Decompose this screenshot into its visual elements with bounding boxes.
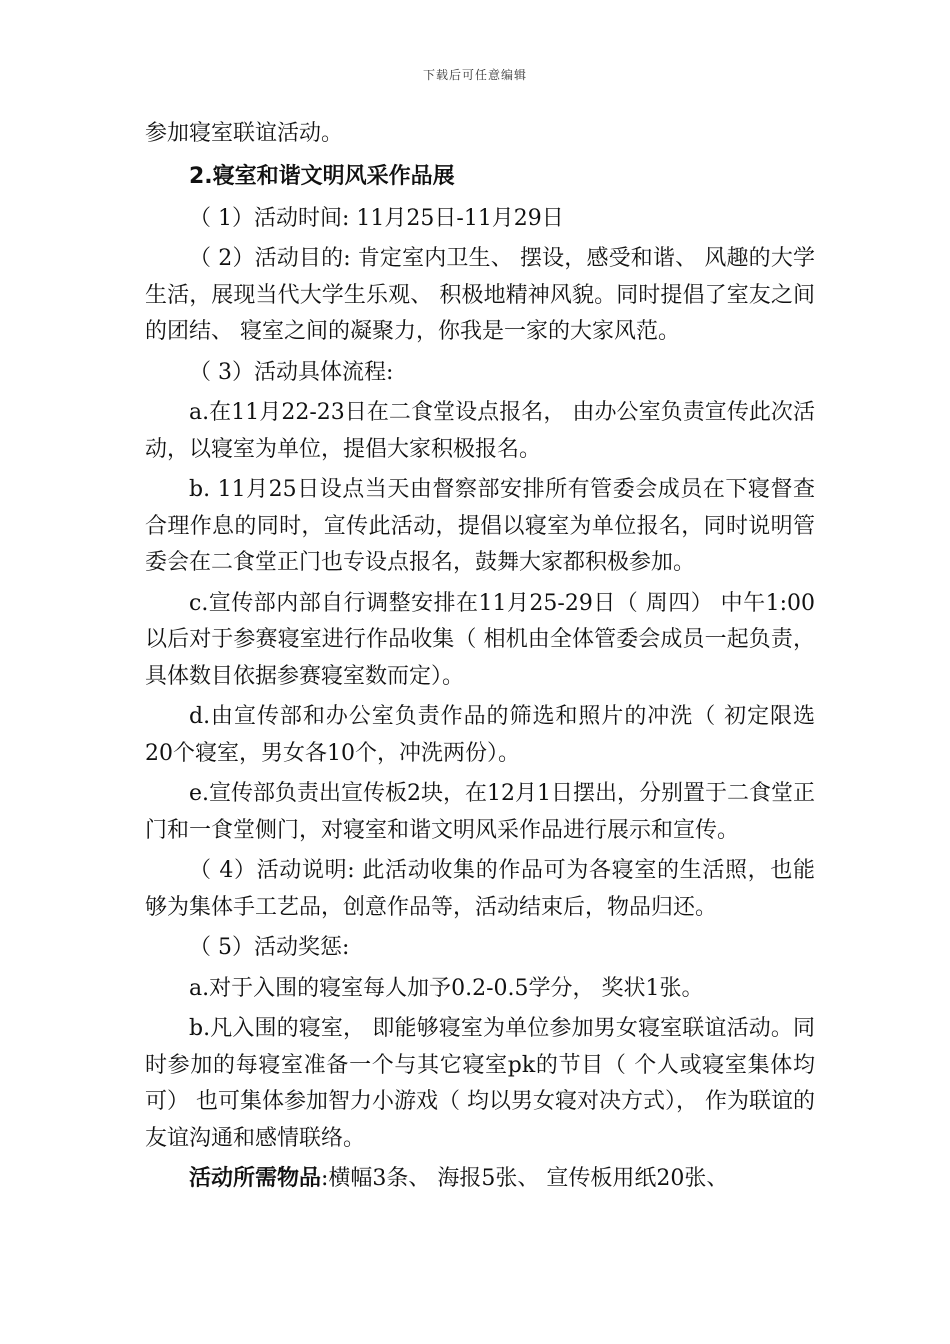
supplies-label: 活动所需物品	[189, 1166, 322, 1191]
item-activity-rewards: （ 5）活动奖惩:	[189, 935, 350, 960]
item-activity-purpose: （ 2）活动目的: 肯定室内卫生、 摆设，感受和谐、 风趣的大学生活，展现当代大学生乐观、 积极地精神风貌。同时提倡了室友之间的团结、 寝室之间的凝聚力，你我是一家的大家风范。	[145, 246, 815, 344]
paragraph-continuation: 参加寝室联谊活动。	[145, 121, 344, 146]
section-heading: 2.寝室和谐文明风采作品展	[189, 163, 455, 189]
supplies-line	[145, 1161, 815, 1198]
step-e: e.宣传部负责出宣传板2块，在12月1日摆出，分别置于二食堂正门和一食堂侧门，对寝室和谐文明风采作品进行展示和宣传。	[145, 781, 816, 843]
award-a: a.对于入围的寝室每人加予0.2-0.5学分， 奖状1张。	[189, 975, 704, 1001]
step-d: d.由宣传部和办公室负责作品的筛选和照片的冲洗（ 初定限选20个寝室，男女各10个，冲洗两份）。	[145, 704, 815, 766]
document-body	[145, 116, 815, 1202]
item-activity-notes: （ 4）活动说明: 此活动收集的作品可为各寝室的生活照，也能够为集体手工艺品，创意作品等，活动结束后，物品归还。	[145, 858, 815, 920]
award-b: b.凡入围的寝室， 即能够寝室为单位参加男女寝室联谊活动。同时参加的每寝室准备一个与其它寝室pk的节目（ 个人或寝室集体均可） 也可集体参加智力小游戏（ 均以男女寝对决方式）， 作为联谊的友谊沟通和感情联络。	[145, 1016, 815, 1151]
item-activity-process: （ 3）活动具体流程:	[189, 359, 394, 385]
item-activity-time: （ 1）活动时间: 11月25日-11月29日	[189, 205, 564, 231]
supplies-text: :横幅3条、 海报5张、 宣传板用纸20张、	[321, 1166, 729, 1191]
step-c: c.宣传部内部自行调整安排在11月25-29日（ 周四） 中午1:00以后对于参赛寝室进行作品收集（ 相机由全体管委会成员一起负责，具体数目依据参赛寝室数而定）。	[145, 590, 815, 689]
step-b: b. 11月25日设点当天由督察部安排所有管委会成员在下寝督查合理作息的同时，宣传此活动，提倡以寝室为单位报名，同时说明管委会在二食堂正门也专设点报名，鼓舞大家都积极参加。	[145, 477, 815, 575]
step-a: a.在11月22-23日在二食堂设点报名， 由办公室负责宣传此次活动，以寝室为单位，提倡大家积极报名。	[145, 400, 815, 462]
page-header: 下载后可任意编辑	[422, 68, 527, 82]
